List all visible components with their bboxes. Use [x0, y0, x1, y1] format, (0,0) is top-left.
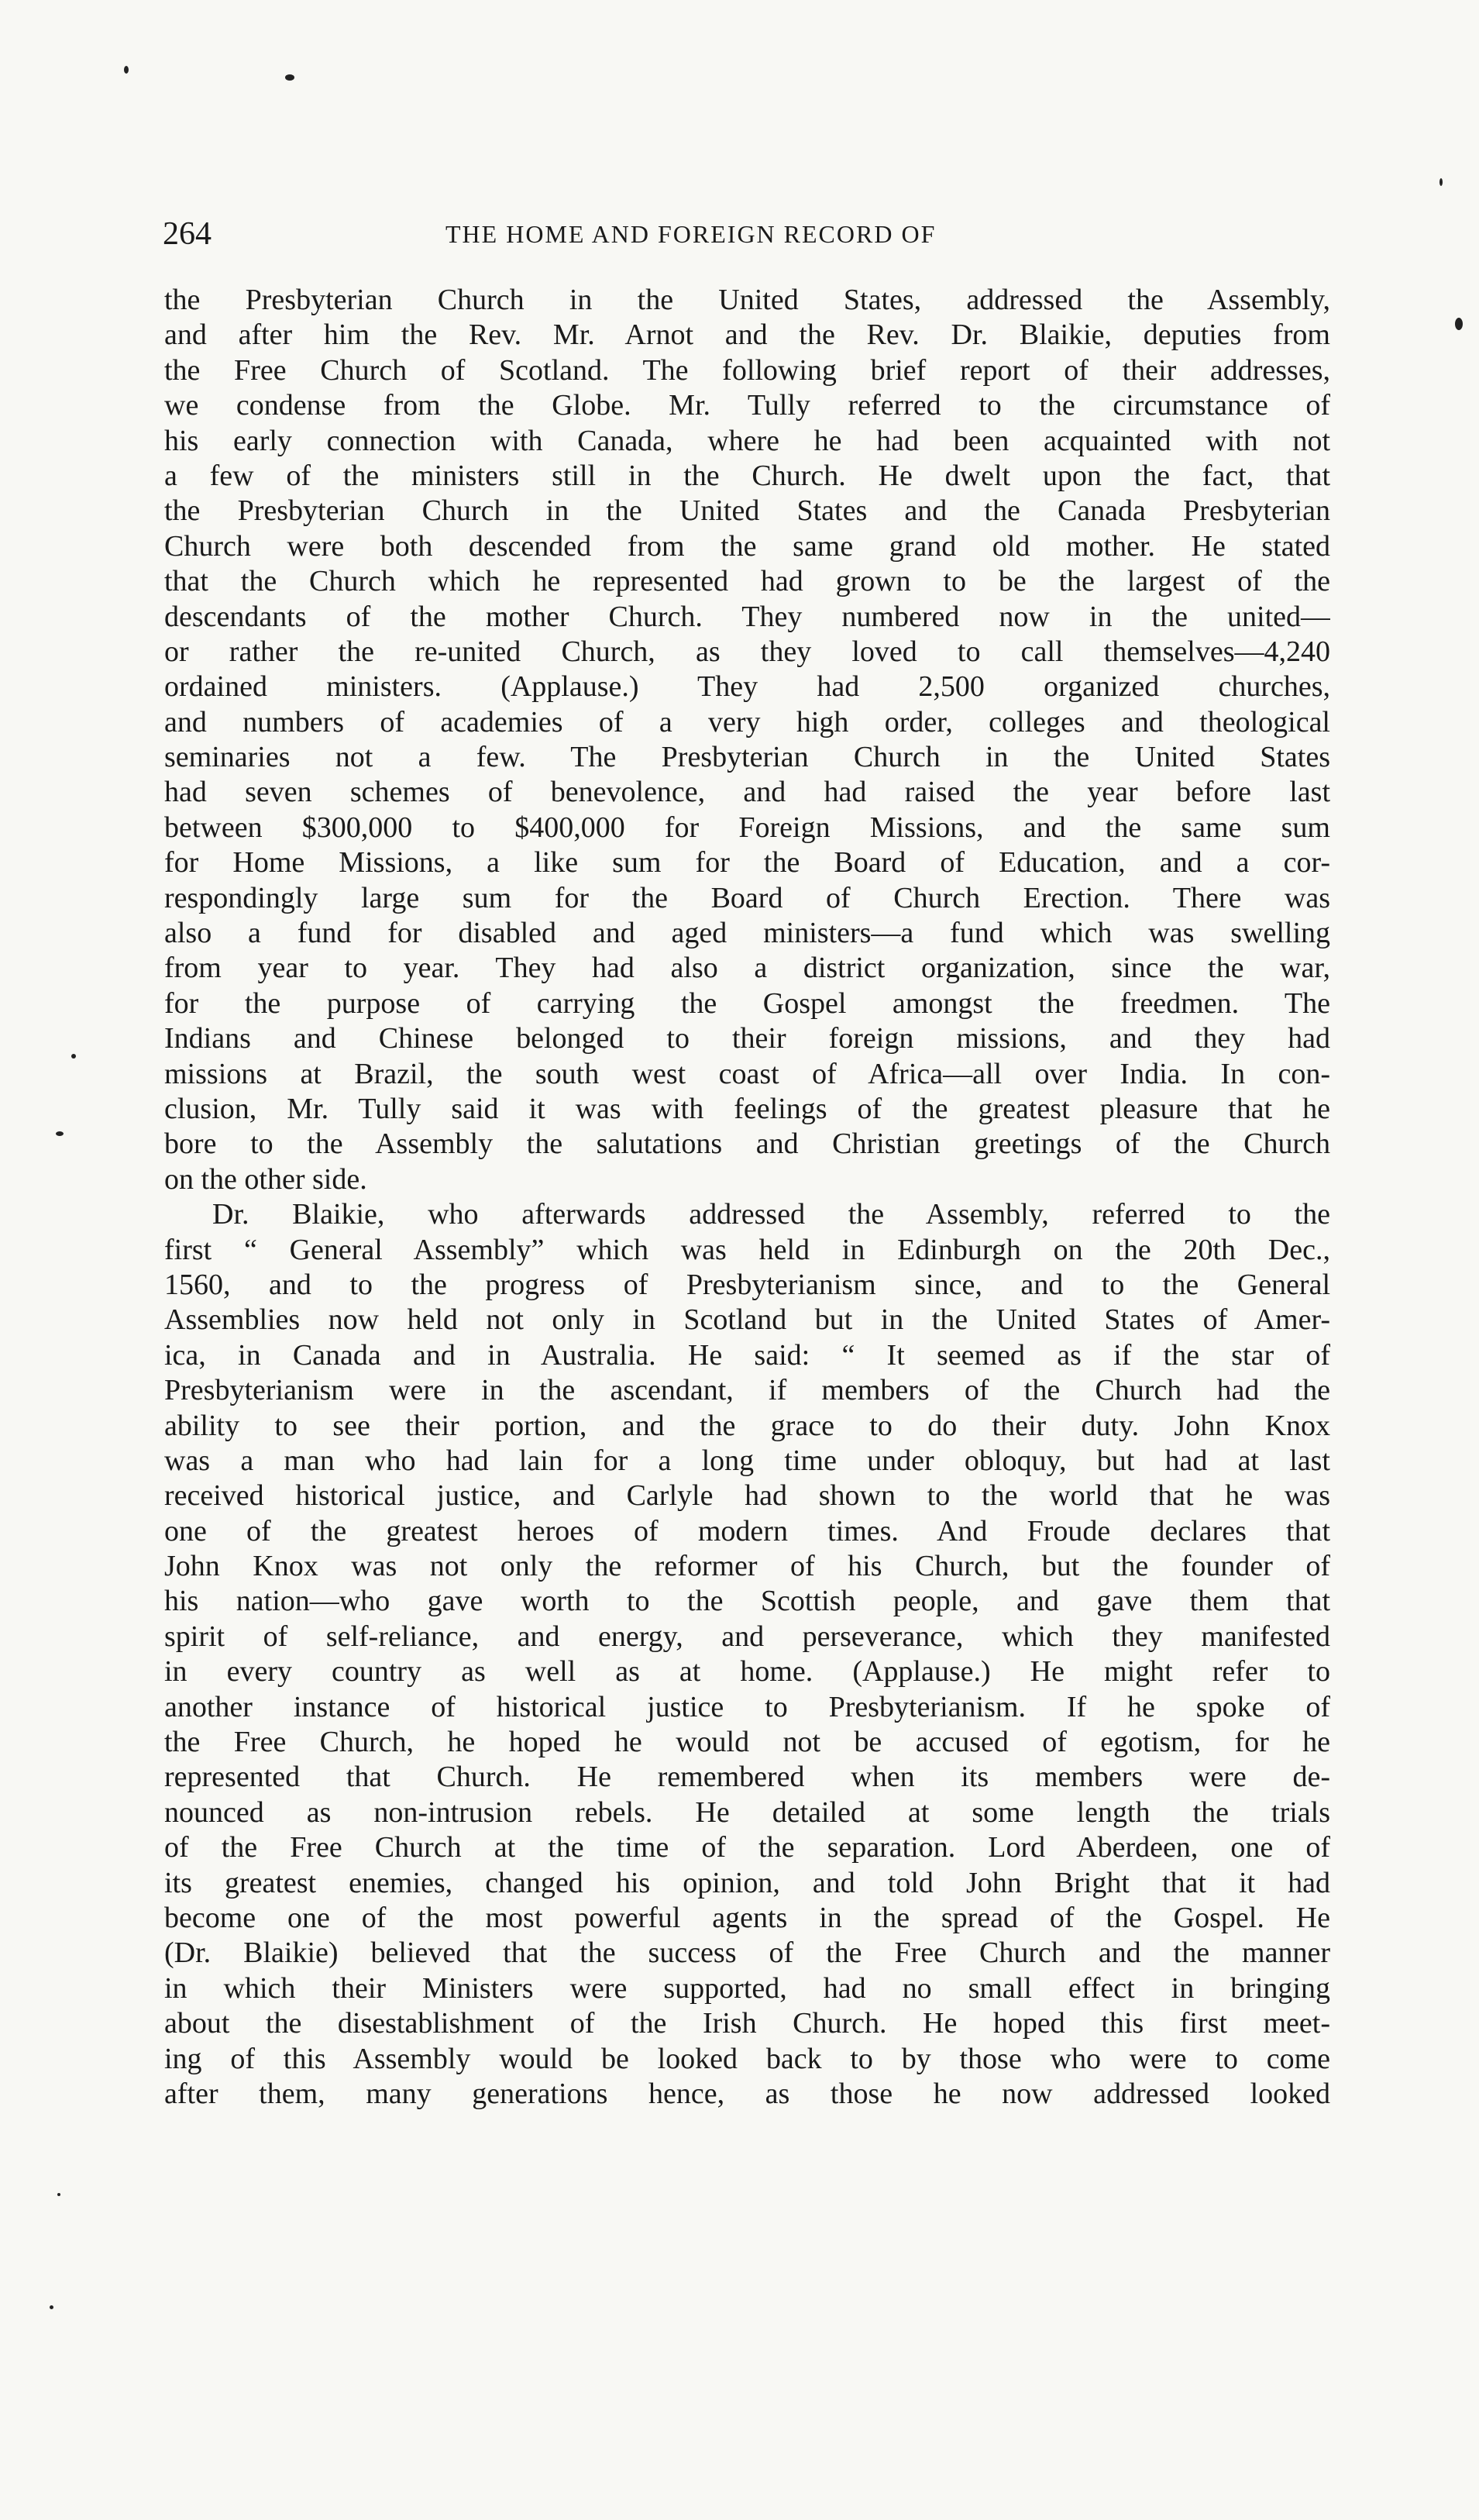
text-line: the Free Church, he hoped he would not be accused of egotism, for he — [164, 1726, 1330, 1759]
text-line: its greatest enemies, changed his opinion, and told John Bright that it had — [164, 1866, 1330, 1899]
article-body — [164, 283, 1330, 2112]
text-line: between $300,000 to $400,000 for Foreign Missions, and the same sum — [164, 811, 1330, 844]
text-line: that the Church which he represented had grown to be the largest of the — [164, 565, 1330, 598]
text-line: or rather the re-united Church, as they loved to call themselves—4,240 — [164, 635, 1330, 668]
text-line: John Knox was not only the reformer of his Church, but the founder of — [164, 1550, 1330, 1583]
text-line: Dr. Blaikie, who afterwards addressed the Assembly, referred to the — [212, 1198, 1330, 1231]
text-line: Presbyterianism were in the ascendant, if members of the Church had the — [164, 1374, 1330, 1407]
text-line: and numbers of academies of a very high order, colleges and theological — [164, 705, 1330, 738]
text-line: for Home Missions, a like sum for the Board of Education, and a cor- — [164, 846, 1330, 880]
running-header — [163, 211, 1333, 257]
text-line: ordained ministers. (Applause.) They had 2,500 organized churches, — [164, 670, 1330, 704]
text-line: was a man who had lain for a long time under obloquy, but had at last — [164, 1444, 1330, 1477]
text-line: also a fund for disabled and aged ministers—a fund which was swelling — [164, 917, 1330, 950]
text-line: nounced as non-intrusion rebels. He detailed at some length the trials — [164, 1795, 1330, 1829]
text-line: in which their Ministers were supported, had no small effect in bringing — [164, 1971, 1330, 2005]
text-line: ability to see their portion, and the grace to do their duty. John Knox — [164, 1409, 1330, 1442]
text-line: represented that Church. He remembered when its members were de- — [164, 1761, 1330, 1794]
text-line: respondingly large sum for the Board of Church Erection. There was — [164, 881, 1330, 914]
text-line: Assemblies now held not only in Scotland but in the United States of Amer- — [164, 1303, 1330, 1337]
text-line: from year to year. They had also a district organization, since the war, — [164, 952, 1330, 985]
text-line: in every country as well as at home. (Applause.) He might refer to — [164, 1655, 1330, 1689]
text-line: the Presbyterian Church in the United States, addressed the Assembly, — [164, 284, 1330, 316]
text-line: ing of this Assembly would be looked back to by those who were to come — [164, 2042, 1330, 2075]
text-line: spirit of self-reliance, and energy, and perseverance, which they manifested — [164, 1620, 1330, 1653]
text-line: clusion, Mr. Tully said it was with feelings of the greatest pleasure that he — [164, 1092, 1330, 1125]
page-number: 264 — [163, 216, 212, 252]
scan-speck — [50, 2305, 53, 2309]
text-line: 1560, and to the progress of Presbyterianism since, and to the General — [164, 1268, 1330, 1301]
text-line: and after him the Rev. Mr. Arnot and the Rev. Dr. Blaikie, deputies from — [164, 318, 1330, 352]
running-title: THE HOME AND FOREIGN RECORD OF — [445, 220, 937, 248]
text-line: a few of the ministers still in the Church. He dwelt upon the fact, that — [164, 459, 1330, 492]
scan-speck — [1455, 318, 1463, 330]
text-line: after them, many generations hence, as those he now addressed looked — [164, 2077, 1330, 2110]
text-line: become one of the most powerful agents in the spread of the Gospel. He — [164, 1901, 1330, 1934]
text-line: the Free Church of Scotland. The following brief report of their addresses, — [164, 353, 1330, 387]
text-line: missions at Brazil, the south west coast of Africa—all over India. In con- — [164, 1057, 1330, 1090]
text-line: for the purpose of carrying the Gospel amongst the freedmen. The — [164, 986, 1330, 1020]
scan-speck — [56, 1131, 64, 1136]
scan-speck — [57, 2193, 60, 2196]
text-line: his early connection with Canada, where he had been acquainted with not — [164, 424, 1330, 457]
text-line: about the disestablishment of the Irish Church. He hoped this first meet- — [164, 2007, 1330, 2040]
text-line: first “ General Assembly” which was held in Edinburgh on the 20th Dec., — [164, 1233, 1330, 1266]
text-line: of the Free Church at the time of the separation. Lord Aberdeen, one of — [164, 1831, 1330, 1864]
text-line: bore to the Assembly the salutations and Christian greetings of the Church — [164, 1127, 1330, 1161]
text-line: (Dr. Blaikie) believed that the success of the Free Church and the manner — [164, 1936, 1330, 1970]
scan-speck — [285, 74, 294, 81]
text-line: the Presbyterian Church in the United States and the Canada Presbyterian — [164, 494, 1330, 528]
text-line: we condense from the Globe. Mr. Tully referred to the circumstance of — [164, 389, 1330, 422]
scan-speck — [71, 1054, 76, 1059]
text-line: ica, in Canada and in Australia. He said: “ It seemed as if the star of — [164, 1338, 1330, 1372]
text-line: his nation—who gave worth to the Scottish people, and gave them that — [164, 1585, 1330, 1618]
scan-speck — [124, 66, 129, 74]
text-line: Church were both descended from the same grand old mother. He stated — [164, 529, 1330, 563]
text-line: on the other side. — [164, 1162, 367, 1196]
text-line: Indians and Chinese belonged to their foreign missions, and they had — [164, 1022, 1330, 1055]
text-line: descendants of the mother Church. They numbered now in the united— — [164, 600, 1330, 633]
text-line: another instance of historical justice to Presbyterianism. If he spoke of — [164, 1690, 1330, 1723]
text-line: one of the greatest heroes of modern times. And Froude declares that — [164, 1514, 1330, 1547]
text-line: had seven schemes of benevolence, and had raised the year before last — [164, 776, 1330, 809]
text-line: received historical justice, and Carlyle had shown to the world that he was — [164, 1479, 1330, 1513]
scan-speck — [1439, 178, 1443, 186]
text-line: seminaries not a few. The Presbyterian Church in the United States — [164, 741, 1330, 774]
